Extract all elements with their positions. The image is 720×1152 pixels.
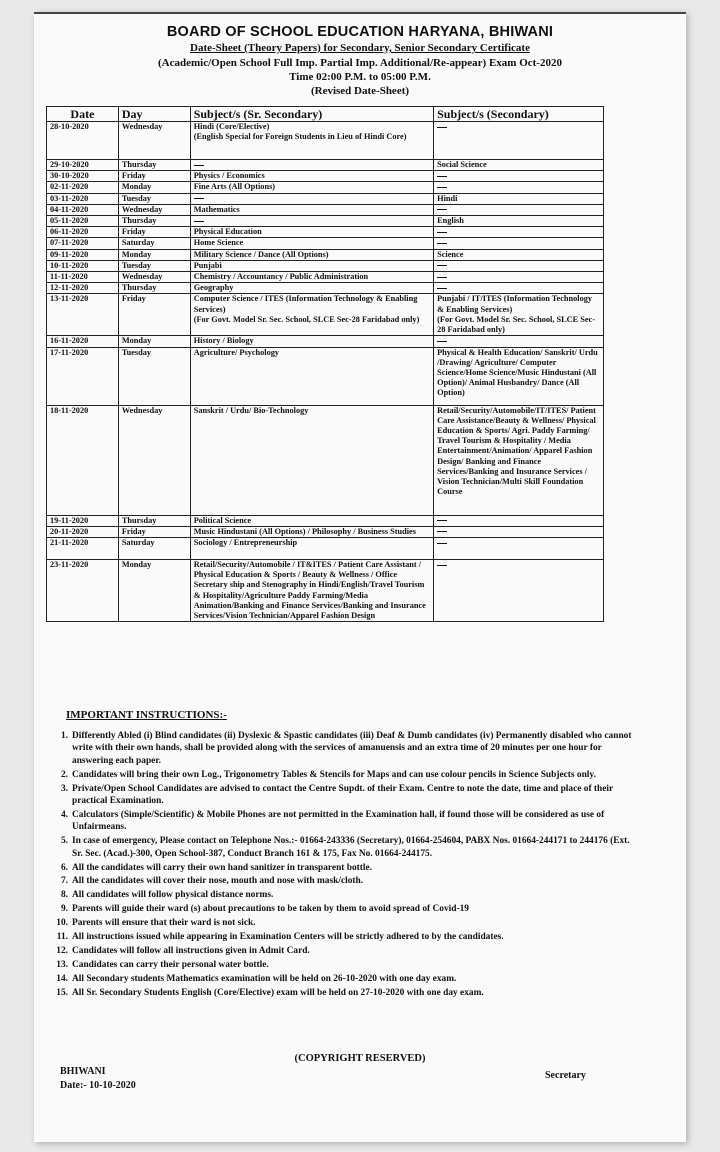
signatory: Secretary xyxy=(545,1070,586,1081)
instruction-text: All the candidates will cover their nose, mouth and nose with mask/cloth. xyxy=(72,876,364,887)
sr-secondary-subject-cell: Sociology / Entrepreneurship xyxy=(190,538,433,560)
instruction-text: Parents will ensure that their ward is not sick. xyxy=(72,918,256,929)
date-cell: 16-11-2020 xyxy=(47,336,119,347)
sr-secondary-subject-cell xyxy=(190,193,433,204)
day-cell: Friday xyxy=(118,526,190,537)
empty-dash xyxy=(437,277,447,278)
empty-dash xyxy=(437,520,447,521)
instructions-list xyxy=(48,730,636,1001)
sr-secondary-subject-cell: Fine Arts (All Options) xyxy=(190,182,433,193)
day-cell: Friday xyxy=(118,227,190,238)
table-row xyxy=(47,336,604,347)
empty-dash xyxy=(437,187,447,188)
day-cell: Wednesday xyxy=(118,204,190,215)
secondary-subject-cell xyxy=(434,538,604,560)
table-row xyxy=(47,204,604,215)
date-cell: 13-11-2020 xyxy=(47,294,119,336)
issue-place: BHIWANI xyxy=(60,1066,106,1077)
instruction-item xyxy=(48,783,636,808)
instruction-number: 10. xyxy=(56,918,68,929)
sr-secondary-subject-cell: Home Science xyxy=(190,238,433,249)
day-cell: Monday xyxy=(118,560,190,622)
table-row xyxy=(47,294,604,336)
secondary-subject-cell xyxy=(434,526,604,537)
instruction-item xyxy=(48,875,636,887)
instruction-number: 12. xyxy=(56,946,68,956)
issue-date: Date:- 10-10-2020 xyxy=(60,1080,136,1091)
date-cell: 23-11-2020 xyxy=(47,560,119,622)
instruction-item xyxy=(48,889,636,901)
empty-dash xyxy=(437,265,447,266)
date-cell: 30-10-2020 xyxy=(47,171,119,182)
instruction-number: 11. xyxy=(56,932,68,943)
date-cell: 04-11-2020 xyxy=(47,204,119,215)
empty-dash xyxy=(194,198,204,199)
table-row xyxy=(47,538,604,560)
instruction-number: 6. xyxy=(60,862,68,873)
sr-secondary-subject-cell: Agriculture/ Psychology xyxy=(190,347,433,405)
instruction-text: All Sr. Secondary Students English (Core/Elective) exam will be held on 27-10-2020 with one day exam. xyxy=(72,987,484,998)
instruction-item xyxy=(48,931,636,943)
sr-secondary-subject-cell: Music Hindustani (All Options) / Philosophy / Business Studies xyxy=(190,526,433,537)
sr-secondary-subject-cell: Military Science / Dance (All Options) xyxy=(190,249,433,260)
table-row xyxy=(47,227,604,238)
instruction-text: Private/Open School Candidates are advised to contact the Centre Supdt. of their Exam. Centre to note the date, time and place of their practical Examination. xyxy=(72,783,614,807)
instruction-text: Parents will guide their ward (s) about precautions to be taken by them to avoid spread of Covid-19 xyxy=(72,904,469,915)
column-header-secondary: Subject/s (Secondary) xyxy=(434,107,604,122)
date-cell: 11-11-2020 xyxy=(47,272,119,283)
date-cell: 02-11-2020 xyxy=(47,182,119,193)
date-cell: 06-11-2020 xyxy=(47,227,119,238)
date-cell: 21-11-2020 xyxy=(47,538,119,560)
instruction-item xyxy=(48,987,636,999)
sr-secondary-subject-cell: Physics / Economics xyxy=(190,171,433,182)
date-cell: 18-11-2020 xyxy=(47,405,119,515)
table-row xyxy=(47,171,604,182)
table-row xyxy=(47,560,604,622)
instruction-text: Candidates will follow all instructions given in Admit Card. xyxy=(72,946,310,956)
day-cell: Thursday xyxy=(118,515,190,526)
table-row xyxy=(47,238,604,249)
table-row xyxy=(47,526,604,537)
table-row xyxy=(47,283,604,294)
table-row xyxy=(47,182,604,193)
day-cell: Monday xyxy=(118,249,190,260)
table-row xyxy=(47,216,604,227)
table-row xyxy=(47,347,604,405)
instruction-text: All instructions issued while appearing in Examination Centers will be strictly adhered to by the candidates. xyxy=(72,932,504,943)
secondary-subject-cell xyxy=(434,272,604,283)
instruction-number: 9. xyxy=(60,904,68,915)
empty-dash xyxy=(437,209,447,210)
empty-dash xyxy=(437,127,447,128)
date-cell: 10-11-2020 xyxy=(47,260,119,271)
sr-secondary-subject-cell xyxy=(190,216,433,227)
instruction-item xyxy=(48,959,636,971)
date-cell: 05-11-2020 xyxy=(47,216,119,227)
instruction-number: 3. xyxy=(60,783,68,794)
day-cell: Wednesday xyxy=(118,272,190,283)
instruction-item xyxy=(48,730,636,767)
instruction-number: 7. xyxy=(60,876,68,887)
sr-secondary-subject-cell: Retail/Security/Automobile / IT&ITES / Patient Care Assistant / Physical Education & Sports / Beauty & Wellness / Office Secretary ship and Stenography in Hindi/English/Travel Tourism & Hospitality/Agriculture Paddy Farming/Media Animation/Banking and Finance Services/Banking and Insurance Services/Vision Technician/Apparel Fashion Design xyxy=(190,560,433,622)
sr-secondary-subject-cell: Geography xyxy=(190,283,433,294)
day-cell: Tuesday xyxy=(118,260,190,271)
secondary-subject-cell: Physical & Health Education/ Sanskrit/ Urdu /Drawing/ Agriculture/ Computer Science/Home Science/Music Hindustani (All Option)/ Animal Husbandry/ Dance (All Option) xyxy=(434,347,604,405)
day-cell: Friday xyxy=(118,294,190,336)
day-cell: Thursday xyxy=(118,216,190,227)
secondary-subject-cell xyxy=(434,336,604,347)
date-cell: 28-10-2020 xyxy=(47,122,119,160)
instruction-text: Candidates can carry their personal water bottle. xyxy=(72,959,269,970)
sr-secondary-subject-cell: Hindi (Core/Elective) (English Special for Foreign Students in Lieu of Hindi Core) xyxy=(190,122,433,160)
date-cell: 12-11-2020 xyxy=(47,283,119,294)
empty-dash xyxy=(437,531,447,532)
table-row xyxy=(47,249,604,260)
instruction-text: Calculators (Simple/Scientific) & Mobile Phones are not permitted in the Examination hall, if found those will be considered as use of Unfairmeans. xyxy=(72,809,605,833)
date-cell: 07-11-2020 xyxy=(47,238,119,249)
empty-dash xyxy=(437,232,447,233)
table-row xyxy=(47,272,604,283)
secondary-subject-cell: Science xyxy=(434,249,604,260)
sr-secondary-subject-cell: Sanskrit / Urdu/ Bio-Technology xyxy=(190,405,433,515)
secondary-subject-cell xyxy=(434,560,604,622)
datesheet-table xyxy=(46,106,604,622)
secondary-subject-cell: Hindi xyxy=(434,193,604,204)
instruction-number: 1. xyxy=(60,731,68,741)
board-title: BOARD OF SCHOOL EDUCATION HARYANA, BHIWANI xyxy=(166,24,554,40)
exam-time: Time 02:00 P.M. to 05:00 P.M. xyxy=(289,71,431,83)
day-cell: Tuesday xyxy=(118,347,190,405)
table-row xyxy=(47,160,604,171)
date-cell: 03-11-2020 xyxy=(47,193,119,204)
secondary-subject-cell: Punjabi / IT/ITES (Information Technology & Enabling Services) (For Govt. Model Sr. Sec. School, SLCE Sec-28 Faridabad only) xyxy=(434,294,604,336)
table-header-row xyxy=(47,107,604,122)
day-cell: Wednesday xyxy=(118,405,190,515)
day-cell: Saturday xyxy=(118,238,190,249)
date-cell: 19-11-2020 xyxy=(47,515,119,526)
table-row xyxy=(47,405,604,515)
instruction-item xyxy=(48,973,636,985)
secondary-subject-cell xyxy=(434,260,604,271)
day-cell: Monday xyxy=(118,336,190,347)
sr-secondary-subject-cell: Computer Science / ITES (Information Technology & Enabling Services) (For Govt. Model Sr. Sec. School, SLCE Sec-28 Faridabad only) xyxy=(190,294,433,336)
column-header-day: Day xyxy=(118,107,190,122)
instructions-title: IMPORTANT INSTRUCTIONS:- xyxy=(66,709,227,721)
secondary-subject-cell xyxy=(434,204,604,215)
revised-label: (Revised Date-Sheet) xyxy=(310,85,410,97)
empty-dash xyxy=(437,341,447,342)
day-cell: Wednesday xyxy=(118,122,190,160)
secondary-subject-cell xyxy=(434,227,604,238)
date-cell: 17-11-2020 xyxy=(47,347,119,405)
secondary-subject-cell: English xyxy=(434,216,604,227)
empty-dash xyxy=(437,288,447,289)
instruction-item xyxy=(48,809,636,834)
empty-dash xyxy=(194,221,204,222)
secondary-subject-cell xyxy=(434,283,604,294)
table-row xyxy=(47,515,604,526)
sr-secondary-subject-cell: Physical Education xyxy=(190,227,433,238)
copyright-note: (COPYRIGHT RESERVED) xyxy=(294,1053,426,1064)
sr-secondary-subject-cell: Mathematics xyxy=(190,204,433,215)
instruction-item xyxy=(48,835,636,860)
sr-secondary-subject-cell: Political Science xyxy=(190,515,433,526)
secondary-subject-cell xyxy=(434,515,604,526)
day-cell: Tuesday xyxy=(118,193,190,204)
instruction-item xyxy=(48,917,636,929)
secondary-subject-cell xyxy=(434,171,604,182)
table-row xyxy=(47,122,604,160)
instruction-number: 15. xyxy=(56,987,68,998)
secondary-subject-cell xyxy=(434,182,604,193)
instruction-number: 2. xyxy=(60,769,68,780)
sr-secondary-subject-cell xyxy=(190,160,433,171)
instruction-text: Differently Abled (i) Blind candidates (ii) Dyslexic & Spastic candidates (iii) Deaf & Dumb candidates (iv) Permanently disabled who cannot write with their own hands, shall be provided along with the services of amanuensis and an extra time of 20 minutes per one hour for answering each paper. xyxy=(72,731,632,766)
empty-dash xyxy=(437,543,447,544)
table-row xyxy=(47,193,604,204)
sr-secondary-subject-cell: Chemistry / Accountancy / Public Administration xyxy=(190,272,433,283)
instruction-text: In case of emergency, Please contact on Telephone Nos.:- 01664-243336 (Secretary), 01664-254604, PABX Nos. 01664-244171 to 244176 (Ext. Sr. Sec. (Acad.)-300, Open School-387, Conduct Branch 161 & 175, Fax No. 01664-244175. xyxy=(72,836,630,859)
day-cell: Friday xyxy=(118,171,190,182)
date-cell: 29-10-2020 xyxy=(47,160,119,171)
empty-dash xyxy=(437,565,447,566)
secondary-subject-cell: Social Science xyxy=(434,160,604,171)
instruction-number: 14. xyxy=(56,973,68,984)
date-cell: 09-11-2020 xyxy=(47,249,119,260)
day-cell: Thursday xyxy=(118,283,190,294)
sr-secondary-subject-cell: History / Biology xyxy=(190,336,433,347)
instruction-text: All Secondary students Mathematics examination will be held on 26-10-2020 with one day exam. xyxy=(72,973,457,984)
secondary-subject-cell xyxy=(434,238,604,249)
column-header-sr-secondary: Subject/s (Sr. Secondary) xyxy=(190,107,433,122)
instruction-number: 13. xyxy=(56,959,68,970)
instruction-number: 5. xyxy=(60,836,68,847)
day-cell: Thursday xyxy=(118,160,190,171)
instruction-number: 8. xyxy=(60,890,68,901)
table-row xyxy=(47,260,604,271)
empty-dash xyxy=(437,176,447,177)
secondary-subject-cell xyxy=(434,122,604,160)
instruction-item xyxy=(48,862,636,874)
instruction-number: 4. xyxy=(60,809,68,820)
exam-description: (Academic/Open School Full Imp. Partial Imp. Additional/Re-appear) Exam Oct-2020 xyxy=(158,57,562,69)
instruction-item xyxy=(48,945,636,957)
secondary-subject-cell: Retail/Security/Automobile/IT/ITES/ Patient Care Assistance/Beauty & Wellness/ Physical Education & Sports/ Agri. Paddy Farming/ Travel Tourism & Hospitality / Media Entertainment/Animation/ Apparel Fashion Design/ Banking and Finance Services/Banking and Insurance Services / Vision Technician/Multi Skill Foundation Course xyxy=(434,405,604,515)
instruction-item xyxy=(48,769,636,781)
instruction-text: Candidates will bring their own Log., Trigonometry Tables & Stencils for Maps and can use colour pencils in Science Subjects only. xyxy=(72,769,596,780)
empty-dash xyxy=(194,165,204,166)
instruction-item xyxy=(48,903,636,915)
instruction-text: All candidates will follow physical distance norms. xyxy=(72,890,274,901)
date-cell: 20-11-2020 xyxy=(47,526,119,537)
sr-secondary-subject-cell: Punjabi xyxy=(190,260,433,271)
day-cell: Monday xyxy=(118,182,190,193)
empty-dash xyxy=(437,243,447,244)
column-header-date: Date xyxy=(47,107,119,122)
datesheet-subtitle: Date-Sheet (Theory Papers) for Secondary, Senior Secondary Certificate xyxy=(190,42,530,54)
day-cell: Saturday xyxy=(118,538,190,560)
instruction-text: All the candidates will carry their own hand sanitizer in transparent bottle. xyxy=(72,862,372,873)
